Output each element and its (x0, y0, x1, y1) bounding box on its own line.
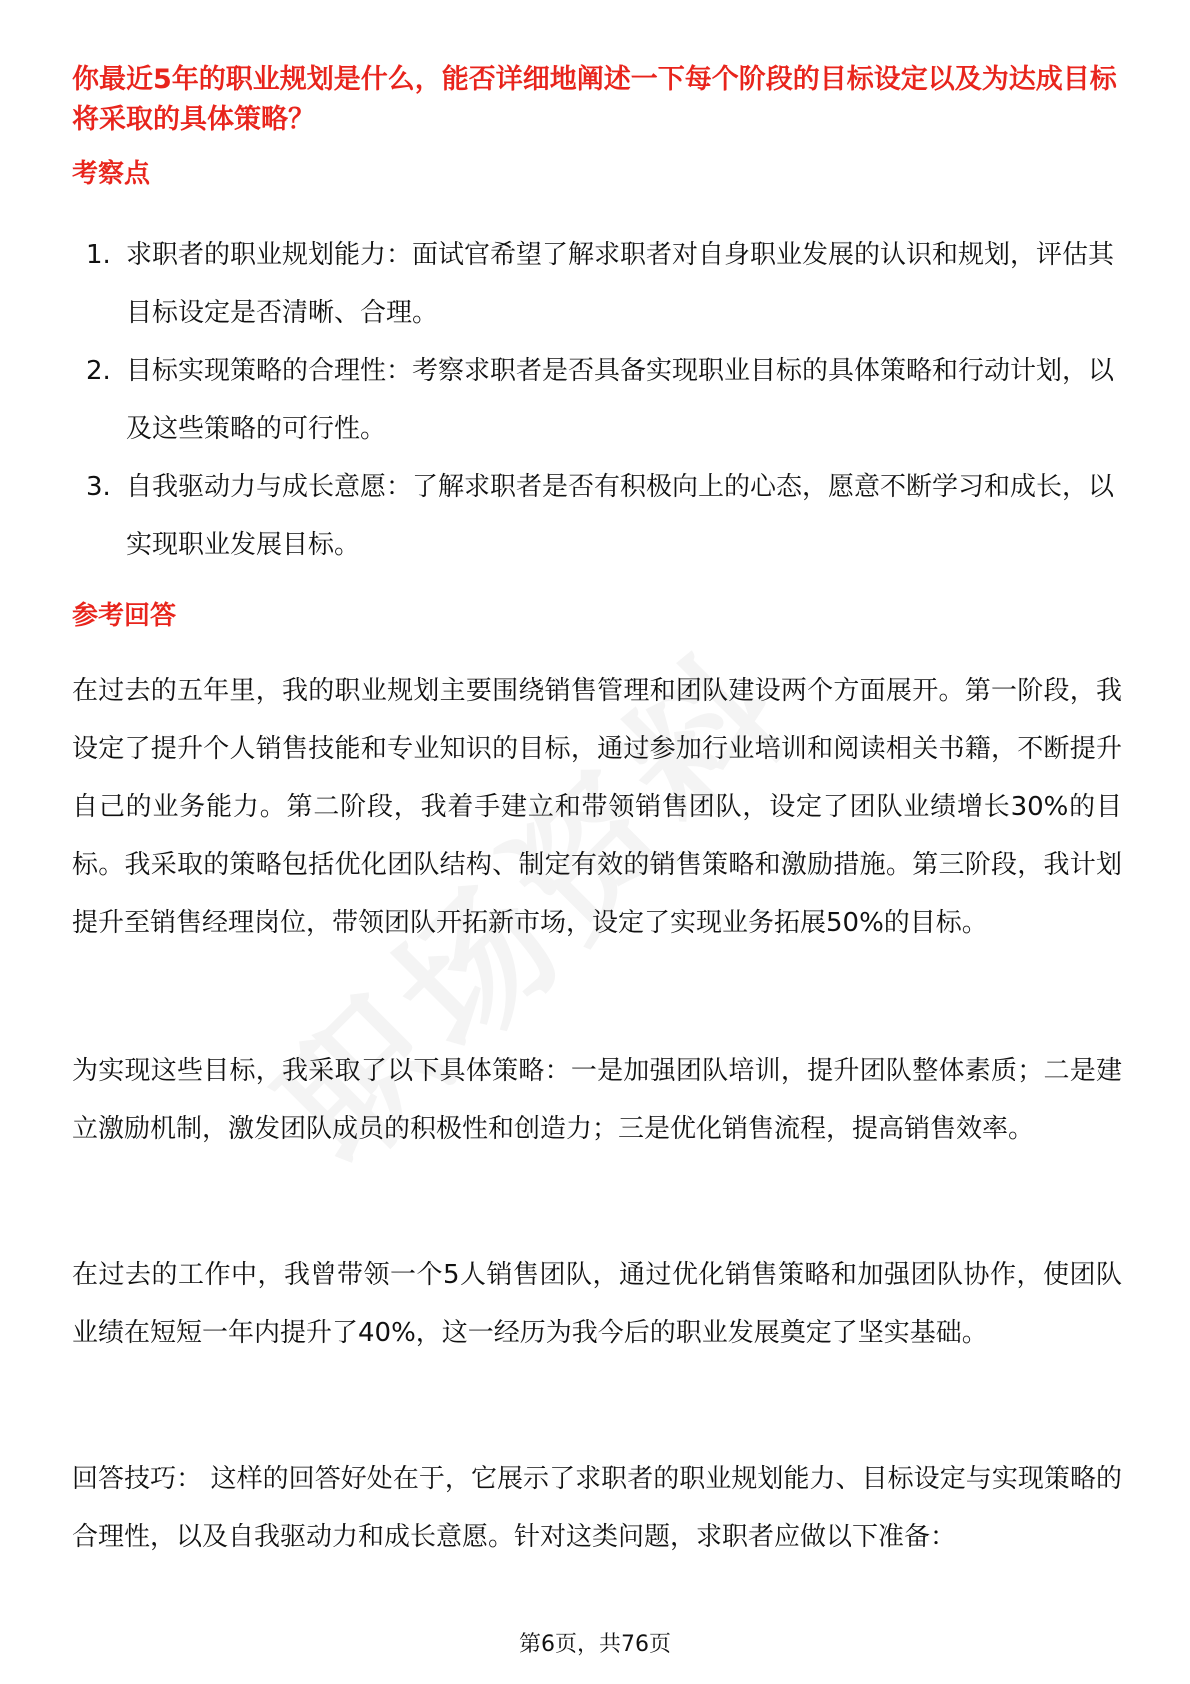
list-item-number: 3. (86, 472, 111, 502)
list-item-number: 2. (86, 356, 111, 386)
list-item-text: 自我驱动力与成长意愿：了解求职者是否有积极向上的心态，愿意不断学习和成长，以实现职业发展目标。 (126, 472, 1115, 560)
list-item-text: 求职者的职业规划能力：面试官希望了解求职者对自身职业发展的认识和规划，评估其目标设定是否清晰、合理。 (126, 240, 1115, 328)
list-item (72, 342, 1122, 458)
list-item (72, 226, 1122, 342)
answer-paragraph: 为实现这些目标，我采取了以下具体策略：一是加强团队培训，提升团队整体素质；二是建立激励机制，激发团队成员的积极性和创造力；三是优化销售流程，提高销售效率。 (72, 1056, 1122, 1144)
answer-paragraph: 在过去的工作中，我曾带领一个5人销售团队，通过优化销售策略和加强团队协作，使团队业绩在短短一年内提升了40%，这一经历为我今后的职业发展奠定了坚实基础。 (72, 1260, 1122, 1348)
list-item-text: 目标实现策略的合理性：考察求职者是否具备实现职业目标的具体策略和行动计划，以及这些策略的可行性。 (126, 356, 1115, 444)
answer-paragraph: 在过去的五年里，我的职业规划主要围绕销售管理和团队建设两个方面展开。第一阶段，我设定了提升个人销售技能和专业知识的目标，通过参加行业培训和阅读相关书籍，不断提升自己的业务能力。第二阶段，我着手建立和带领销售团队，设定了团队业绩增长30%的目标。我采取的策略包括优化团队结构、制定有效的销售策略和激励措施。第三阶段，我计划提升至销售经理岗位，带领团队开拓新市场，设定了实现业务拓展50%的目标。 (72, 676, 1122, 938)
list-item (72, 458, 1122, 574)
answer-tips-paragraph: 回答技巧： 这样的回答好处在于，它展示了求职者的职业规划能力、目标设定与实现策略的合理性，以及自我驱动力和成长意愿。针对这类问题，求职者应做以下准备： (72, 1464, 1122, 1552)
list-item-number: 1. (86, 240, 111, 270)
page-number-footer: 第6页，共76页 (519, 1632, 671, 1657)
question-title: 你最近5年的职业规划是什么，能否详细地阐述一下每个阶段的目标设定以及为达成目标将采取的具体策略？ (72, 64, 1117, 135)
section-heading-answer: 参考回答 (72, 601, 177, 631)
section-heading-points: 考察点 (72, 159, 151, 189)
points-list (72, 226, 1122, 574)
